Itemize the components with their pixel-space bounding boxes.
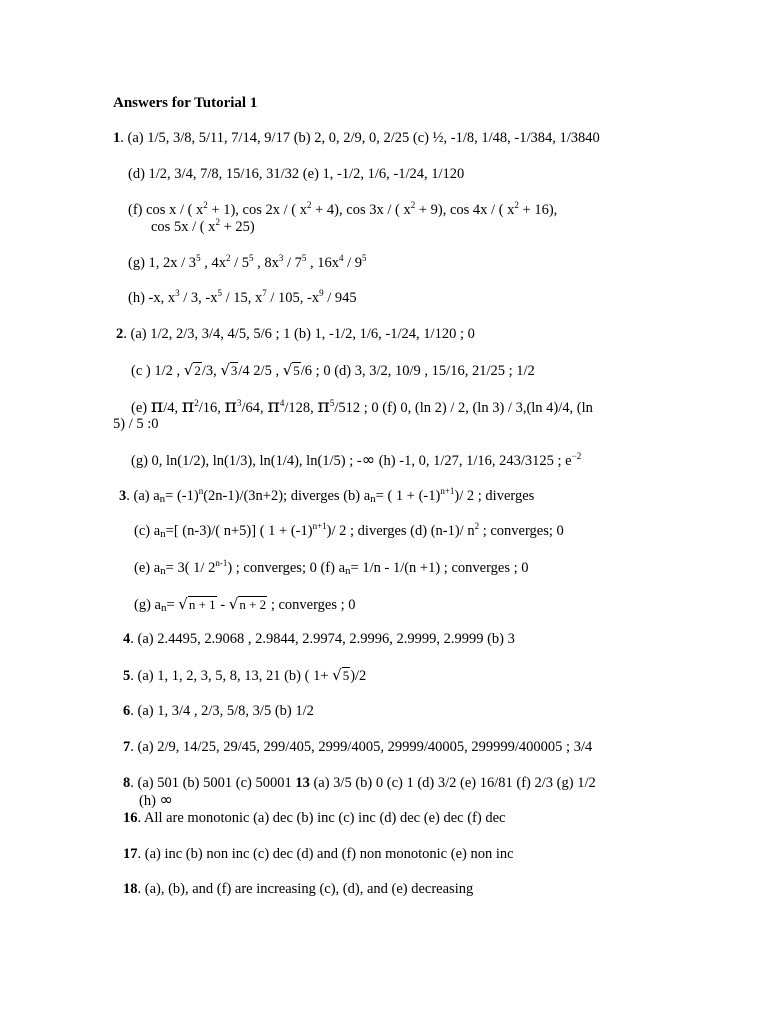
q6-number: 6	[123, 703, 131, 719]
q5-line: 5. (a) 1, 1, 2, 3, 5, 8, 13, 21 (b) ( 1+ √5)/2	[123, 666, 367, 684]
q4-line: 4. (a) 2.4495, 2.9068 , 2.9844, 2.9974, 2.9996, 2.9999, 2.9999 (b) 3	[123, 631, 515, 647]
q1-line-g: (g) 1, $2x / 3^5$ , $4x^2 / 5^5$ , $8x^3 / 7^5$ , $16x^4 / 9^5$	[128, 253, 367, 271]
q3-line-e: (e) an= 3( 1/ 2$^{n-1}$) ; converges; 0 (f) an= 1/n - 1/(n +1) ; converges ; 0	[134, 558, 529, 577]
q8-q13-line: 8. (a) 501 (b) 5001 (c) 50001 13 (a) 3/5 (b) 0 (c) 1 (d) 3/2 (e) 16/81 (f) 2/3 (g) 1/2	[123, 775, 596, 791]
q13-number: 13	[295, 775, 310, 791]
q1-line-d: (d) 1/2, 3/4, 7/8, 15/16, 31/32 (e) 1, -1/2, 1/6, -1/24, 1/120	[128, 166, 465, 182]
q3-line-g: (g) an= √n + 1 - √n + 2 ; converges ; 0	[134, 595, 356, 614]
q1-line-f-cont: cos 5x / ( $x^2 + 25$)	[151, 217, 255, 235]
sqrt-5: √5	[282, 361, 300, 379]
q2-line-e: (e) π/4, $\pi^2/16$, $\pi^3/64$, $\pi^4/128$, $\pi^5/512$ ; 0 (f) 0, (ln 2) / 2, (ln 3) / 3,(ln 4)/4, (ln	[131, 395, 593, 417]
q7-number: 7	[123, 739, 131, 755]
q1-line-a: 1. (a) 1/5, 3/8, 5/11, 7/14, 9/17 (b) 2, 0, 2/9, 0, 2/25 (c) ½, -1/8, 1/48, -1/384, 1/3840	[113, 130, 600, 146]
q8-number: 8	[123, 775, 131, 791]
q17-number: 17	[123, 846, 138, 862]
q17-line: 17. (a) inc (b) non inc (c) dec (d) and (f) non monotonic (e) non inc	[123, 846, 514, 862]
q2-line-c: (c ) 1/2 , √2/3, √3/4 2/5 , √5/6 ; 0 (d) 3, 3/2, 10/9 , 15/16, 21/25 ; 1/2	[131, 361, 535, 379]
q4-number: 4	[123, 631, 131, 647]
q7-line: 7. (a) 2/9, 14/25, 29/45, 299/405, 2999/4005, 29999/40005, 299999/400005 ; 3/4	[123, 739, 593, 755]
sqrt-3: √3	[220, 361, 238, 379]
q16-number: 16	[123, 810, 138, 826]
q2-line-a: 2. (a) 1/2, 2/3, 3/4, 4/5, 5/6 ; 1 (b) 1, -1/2, 1/6, -1/24, 1/120 ; 0	[116, 326, 475, 342]
sqrt-n-plus-2: √n + 2	[228, 595, 267, 613]
q1-line-f: (f) cos x / ( $x^2 + 1$), cos 2x / ( $x^2 + 4$), cos 3x / ( $x^2 + 9$), cos 4x / ( $x^2 + 16$),	[128, 200, 558, 218]
q18-number: 18	[123, 881, 138, 897]
q2-number: 2	[116, 326, 124, 342]
q3-number: 3	[119, 488, 127, 504]
sqrt-5-golden: √5	[332, 666, 350, 684]
q2-line-e-cont: 5) / 5 :0	[113, 416, 159, 432]
q18-line: 18. (a), (b), and (f) are increasing (c), (d), and (e) decreasing	[123, 881, 474, 897]
q1-number: 1	[113, 130, 121, 146]
q13-line-h: (h) ∞	[139, 790, 173, 809]
sqrt-2: √2	[183, 361, 201, 379]
q16-line: 16. All are monotonic (a) dec (b) inc (c) inc (d) dec (e) dec (f) dec	[123, 810, 506, 826]
page-title: Answers for Tutorial 1	[113, 95, 258, 111]
q3-line-a: 3. (a) $an= (-1)^n(2n-1)/(3n+2)$; diverges (b) an= ( $1 + (-1)^{n+1})/$ 2 ; diverges	[119, 486, 535, 505]
q2-line-g: (g) 0, ln(1/2), ln(1/3), ln(1/4), ln(1/5) ; -∞ (h) -1, 0, 1/27, 1/16, 243/3125 ; $e^{-2}$	[131, 450, 582, 469]
infinity-symbol: ∞	[159, 790, 173, 809]
q3-line-c: (c) an=[ (n-3)/( n+5)] ( $1 + (-1)^{n+1})/$ 2 ; diverges (d) (n-1)/ $n^2$ ; converges; 0	[134, 521, 564, 540]
q1-line-h: (h) -x, $x^3 / 3$, $-x^5 / 15$, $x^7 / 105$, $-x^9 / 945$	[128, 288, 357, 306]
sqrt-n-plus-1: √n + 1	[178, 595, 216, 613]
q6-line: 6. (a) 1, 3/4 , 2/3, 5/8, 3/5 (b) 1/2	[123, 703, 314, 719]
infinity-symbol: ∞	[361, 450, 376, 469]
q5-number: 5	[123, 668, 131, 684]
